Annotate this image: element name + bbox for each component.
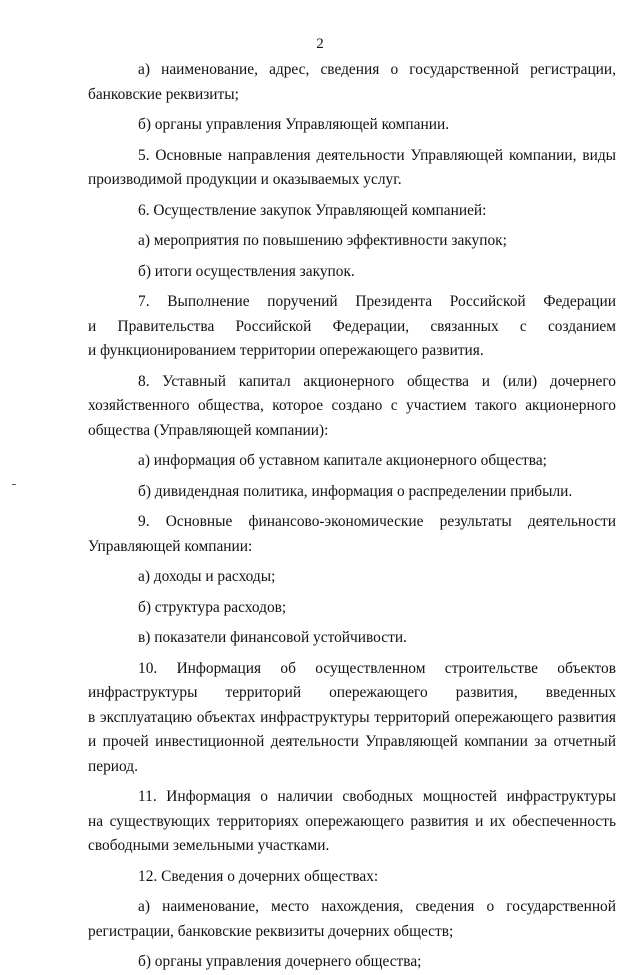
text-line: свободными земельными участками. [88, 837, 330, 854]
text-line: период. [88, 757, 138, 775]
paragraph-p18 [88, 895, 616, 944]
text-line: а) мероприятия по повышению эффективности закупок; [138, 232, 507, 249]
paragraph-p5 [88, 229, 616, 254]
text-line: б) итоги осуществления закупок. [138, 262, 355, 280]
text-line: в) показатели финансовой устойчивости. [138, 629, 407, 646]
text-line: б) дивидендная политика, информация о распределении прибыли. [138, 482, 573, 500]
text-line: 11. Информация о наличии свободных мощностей инфраструктуры [138, 788, 616, 805]
text-line: и Правительства Российской Федерации, связанных с созданием [88, 317, 616, 335]
text-line: банковские реквизиты; [88, 85, 239, 103]
text-line: общества (Управляющей компании): [88, 421, 329, 439]
paragraph-p13 [88, 596, 616, 621]
paragraph-p14 [88, 626, 616, 651]
margin-mark [12, 484, 16, 485]
text-line: 10. Информация об осуществленном строительстве объектов [138, 659, 616, 677]
paragraph-p9 [88, 449, 616, 474]
paragraph-p1 [88, 58, 616, 107]
paragraph-p10 [88, 480, 616, 505]
text-line: в эксплуатацию объектах инфраструктуры территорий опережающего развития [88, 708, 616, 726]
text-line: 6. Осуществление закупок Управляющей компанией: [138, 201, 487, 219]
text-line: а) доходы и расходы; [138, 568, 276, 585]
paragraph-p11 [88, 510, 616, 559]
paragraph-p7 [88, 290, 616, 364]
text-line: инфраструктуры территорий опережающего развития, введенных [88, 684, 616, 701]
text-line: а) наименование, место нахождения, сведения о государственной [138, 898, 616, 915]
text-line: регистрации, банковские реквизиты дочерних обществ; [88, 922, 454, 940]
paragraph-p8 [88, 370, 616, 444]
paragraph-p3 [88, 144, 616, 193]
document-body [88, 58, 616, 975]
paragraph-p15 [88, 657, 616, 780]
paragraph-p4 [88, 199, 616, 224]
page-number: 2 [316, 36, 324, 52]
paragraph-p19 [88, 950, 616, 975]
paragraph-p16 [88, 785, 616, 859]
text-line: и функционированием территории опережающего развития. [88, 342, 484, 359]
text-line: 7. Выполнение поручений Президента Российской Федерации [138, 293, 616, 310]
text-line: хозяйственного общества, которое создано с участием такого акционерного [88, 397, 616, 414]
text-line: и прочей инвестиционной деятельности Управляющей компании за отчетный [88, 733, 616, 750]
text-line: 9. Основные финансово-экономические результаты деятельности [138, 513, 616, 530]
paragraph-p17 [88, 865, 616, 890]
text-line: б) структура расходов; [138, 598, 287, 616]
paragraph-p2 [88, 113, 616, 138]
text-line: 8. Уставный капитал акционерного общества и (или) дочернего [138, 372, 616, 390]
text-line: 5. Основные направления деятельности Управляющей компании, виды [138, 146, 616, 164]
text-line: а) наименование, адрес, сведения о государственной регистрации, [138, 61, 616, 78]
text-line: б) органы управления дочернего общества; [138, 953, 422, 970]
text-line: 12. Сведения о дочерних обществах: [138, 867, 379, 885]
paragraph-p6 [88, 260, 616, 285]
text-line: Управляющей компании: [88, 537, 253, 555]
paragraph-p12 [88, 565, 616, 590]
text-line: производимой продукции и оказываемых услуг. [88, 171, 402, 188]
text-line: б) органы управления Управляющей компании. [138, 116, 450, 133]
text-line: на существующих территориях опережающего развития и их обеспеченность [88, 812, 616, 830]
text-line: а) информация об уставном капитале акционерного общества; [138, 452, 547, 469]
